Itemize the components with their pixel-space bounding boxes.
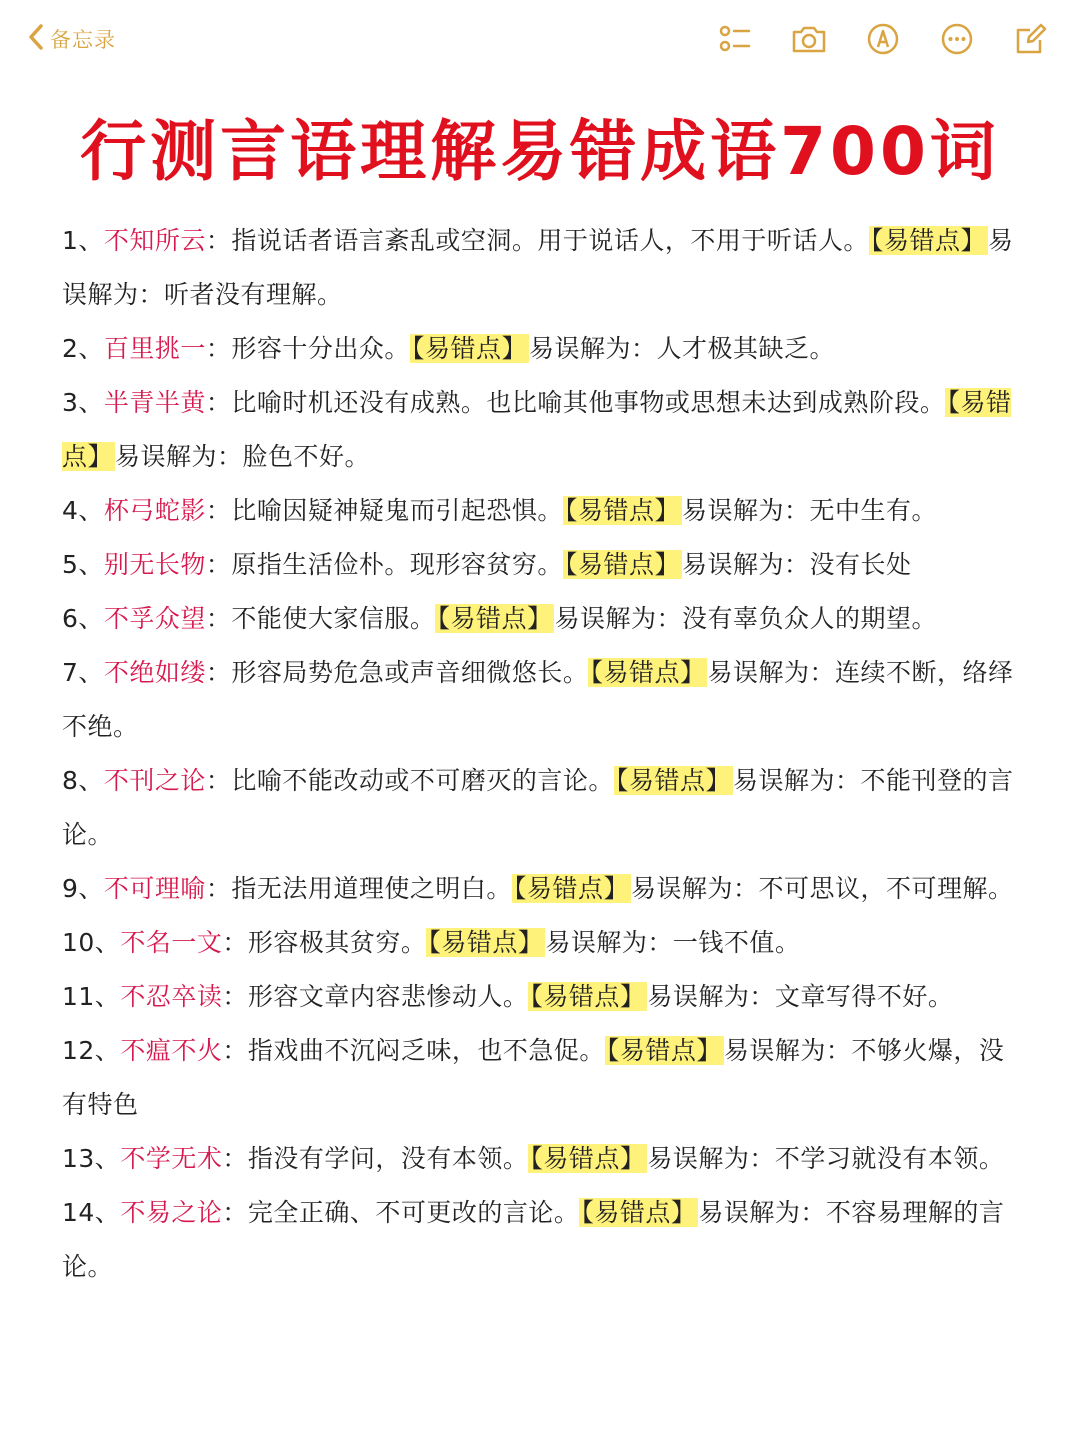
camera-icon[interactable] xyxy=(788,18,830,60)
list-item xyxy=(62,592,1022,646)
back-button[interactable] xyxy=(26,22,116,56)
entry-number: 8、 xyxy=(62,766,104,795)
navigation-bar xyxy=(0,0,1080,76)
error-tag: 【易错点】 xyxy=(437,604,553,633)
error-tag: 【易错点】 xyxy=(564,550,680,579)
idiom-definition: ：形容极其贫穷。 xyxy=(222,928,427,957)
idiom-definition: ：比喻因疑神疑鬼而引起恐惧。 xyxy=(205,496,563,525)
idiom-definition: ：完全正确、不可更改的言论。 xyxy=(222,1198,580,1227)
idiom-term: 别无长物 xyxy=(103,550,206,579)
misunderstanding: 易误解为：一钱不值。 xyxy=(545,928,801,957)
error-tag: 【易错点】 xyxy=(564,496,680,525)
idiom-definition: ：指说话者语言紊乱或空洞。用于说话人，不用于听话人。 xyxy=(205,226,869,255)
misunderstanding: 易误解为：不够火爆，没有特色 xyxy=(62,1036,1005,1119)
compose-icon[interactable] xyxy=(1010,18,1052,60)
idiom-definition: ：形容十分出众。 xyxy=(205,334,410,363)
idiom-term: 不绝如缕 xyxy=(103,658,206,687)
entry-number: 5、 xyxy=(62,550,104,579)
idiom-definition: ：比喻时机还没有成熟。也比喻其他事物或思想未达到成熟阶段。 xyxy=(205,388,946,417)
entry-number: 6、 xyxy=(62,604,104,633)
idiom-term: 不名一文 xyxy=(120,928,223,957)
idiom-term: 不瘟不火 xyxy=(120,1036,223,1065)
idiom-definition: ：形容文章内容悲惨动人。 xyxy=(222,982,529,1011)
entry-number: 1、 xyxy=(62,226,104,255)
page-title: 行测言语理解易错成语700词 xyxy=(80,113,1000,190)
idiom-term: 不知所云 xyxy=(103,226,206,255)
misunderstanding: 易误解为：不学习就没有本领。 xyxy=(647,1144,1005,1173)
misunderstanding: 易误解为：没有辜负众人的期望。 xyxy=(554,604,937,633)
list-item xyxy=(62,214,1022,322)
misunderstanding: 易误解为：没有长处 xyxy=(681,550,912,579)
entry-number: 13、 xyxy=(62,1144,121,1173)
idiom-definition: ：原指生活俭朴。现形容贫穷。 xyxy=(205,550,563,579)
error-tag: 【易错点】 xyxy=(530,1144,646,1173)
list-item xyxy=(62,970,1022,1024)
misunderstanding: 易误解为：连续不断，络绎不绝。 xyxy=(62,658,1014,741)
misunderstanding: 易误解为：文章写得不好。 xyxy=(647,982,954,1011)
idiom-term: 不忍卒读 xyxy=(120,982,223,1011)
list-item xyxy=(62,1024,1022,1132)
entry-number: 4、 xyxy=(62,496,104,525)
error-tag: 【易错点】 xyxy=(615,766,731,795)
idiom-definition: ：比喻不能改动或不可磨灭的言论。 xyxy=(205,766,614,795)
idiom-term: 不刊之论 xyxy=(103,766,206,795)
entry-number: 12、 xyxy=(62,1036,121,1065)
idiom-definition: ：指无法用道理使之明白。 xyxy=(205,874,512,903)
idiom-definition: ：不能使大家信服。 xyxy=(205,604,436,633)
entry-number: 9、 xyxy=(62,874,104,903)
list-item xyxy=(62,754,1022,862)
idiom-term: 不易之论 xyxy=(120,1198,223,1227)
entry-number: 7、 xyxy=(62,658,104,687)
markup-icon[interactable] xyxy=(862,18,904,60)
idiom-definition: ：指没有学问，没有本领。 xyxy=(222,1144,529,1173)
list-item xyxy=(62,916,1022,970)
misunderstanding: 易误解为：不可思议，不可理解。 xyxy=(630,874,1014,903)
list-item xyxy=(62,484,1022,538)
idiom-definition: ：指戏曲不沉闷乏味，也不急促。 xyxy=(222,1036,605,1065)
note-body[interactable] xyxy=(62,214,1022,1294)
chevron-left-icon xyxy=(26,22,46,56)
list-item xyxy=(62,1186,1022,1294)
entry-number: 14、 xyxy=(62,1198,121,1227)
idiom-term: 杯弓蛇影 xyxy=(103,496,206,525)
list-item xyxy=(62,376,1022,484)
toolbar xyxy=(682,18,1052,60)
entry-number: 3、 xyxy=(62,388,104,417)
back-label: 备忘录 xyxy=(50,28,116,52)
error-tag: 【易错点】 xyxy=(513,874,629,903)
error-tag: 【易错点】 xyxy=(62,388,1012,471)
misunderstanding: 易误解为：人才极其缺乏。 xyxy=(528,334,835,363)
misunderstanding: 易误解为：听者没有理解。 xyxy=(62,226,1014,309)
misunderstanding: 易误解为：无中生有。 xyxy=(681,496,937,525)
idiom-term: 不学无术 xyxy=(120,1144,223,1173)
error-tag: 【易错点】 xyxy=(590,658,706,687)
more-icon[interactable] xyxy=(936,18,978,60)
misunderstanding: 易误解为：不容易理解的言论。 xyxy=(62,1198,1005,1281)
entry-number: 10、 xyxy=(62,928,121,957)
misunderstanding: 易误解为：脸色不好。 xyxy=(115,442,371,471)
idiom-term: 不孚众望 xyxy=(103,604,206,633)
error-tag: 【易错点】 xyxy=(581,1198,697,1227)
error-tag: 【易错点】 xyxy=(428,928,544,957)
idiom-term: 半青半黄 xyxy=(103,388,206,417)
idiom-term: 不可理喻 xyxy=(103,874,206,903)
error-tag: 【易错点】 xyxy=(606,1036,722,1065)
idiom-definition: ：形容局势危急或声音细微悠长。 xyxy=(205,658,589,687)
checklist-icon[interactable] xyxy=(714,18,756,60)
list-item xyxy=(62,322,1022,376)
list-item xyxy=(62,1132,1022,1186)
entry-number: 2、 xyxy=(62,334,104,363)
list-item xyxy=(62,862,1022,916)
error-tag: 【易错点】 xyxy=(411,334,527,363)
misunderstanding: 易误解为：不能刊登的言论。 xyxy=(62,766,1014,849)
list-item xyxy=(62,646,1022,754)
error-tag: 【易错点】 xyxy=(530,982,646,1011)
idiom-term: 百里挑一 xyxy=(103,334,206,363)
list-item xyxy=(62,538,1022,592)
entry-number: 11、 xyxy=(62,982,121,1011)
error-tag: 【易错点】 xyxy=(870,226,986,255)
